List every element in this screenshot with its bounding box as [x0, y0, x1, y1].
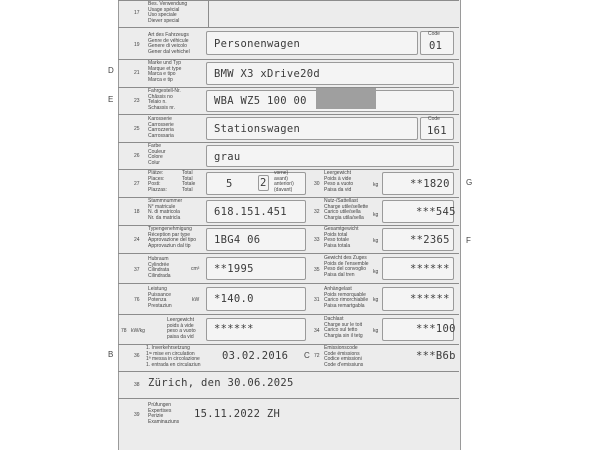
- train-weight-label: Gewicht des Zuges Poids de l'ensemble Peso del convoglio Paisa dal tren: [324, 255, 369, 278]
- side-marker-f: F: [466, 236, 471, 245]
- body-type-code: 161: [427, 125, 447, 137]
- matriculation-label: Stammnummer N° matricule N. di matricola Nr. da matricla: [148, 198, 183, 221]
- row-body-type: [118, 114, 459, 142]
- type-approval-value: 1BG4 06: [214, 234, 261, 246]
- seats-value: 5: [226, 178, 233, 190]
- kg-unit: kg: [373, 182, 379, 188]
- row-chassis-number: [118, 87, 459, 114]
- divider: [208, 0, 209, 27]
- row-power-weight-roof-load: [118, 314, 459, 344]
- place-date-value: Zürich, den 30.06.2025: [148, 377, 294, 389]
- row-special-usage: [118, 0, 459, 27]
- seats-label: Plätze: Places: Posti: Plazzas:: [148, 170, 167, 193]
- body-type-value: Stationswagen: [214, 123, 301, 135]
- field-number-27: 27: [134, 181, 140, 187]
- kg-unit: kg: [373, 297, 379, 303]
- power-weight-label: Leergewicht poids à vide peso a vuoto paisa da vid: [167, 317, 196, 340]
- power-weight-value: ******: [214, 323, 254, 335]
- code-label: Code: [428, 31, 440, 37]
- field-number-26: 26: [134, 153, 140, 159]
- row-seats-empty-weight: [118, 169, 459, 197]
- row-inspections: [118, 398, 459, 438]
- field-number-34: 34: [314, 328, 320, 334]
- field-number-33: 33: [314, 237, 320, 243]
- side-marker-d: D: [108, 66, 114, 75]
- row-make-type: [118, 59, 459, 87]
- field-number-24: 24: [134, 237, 140, 243]
- row-place-date: [118, 371, 459, 398]
- field-number-19: 19: [134, 42, 140, 48]
- displacement-label: Hubraum Cylindrée Cilindrata Cilindrada: [148, 256, 171, 279]
- vehicle-kind-label: Art des Fahrzeugs Genre de véhicule Genere di veicolo Gener dal vehichel: [148, 32, 190, 55]
- kg-unit: kg: [373, 238, 379, 244]
- inspections-label: Prüfungen Expertises Perizie Examinaziuns: [148, 402, 180, 425]
- chassis-label: Fahrgestell-Nr. Châssis no Telaio n. Schassis nr.: [148, 88, 181, 111]
- field-number-39: 39: [134, 412, 140, 418]
- color-value: grau: [214, 151, 241, 163]
- side-marker-e: E: [108, 95, 114, 104]
- field-number-25: 25: [134, 126, 140, 132]
- field-number-23: 23: [134, 98, 140, 104]
- color-label: Farbe Couleur Colore Colur: [148, 143, 166, 166]
- color-box: [206, 145, 454, 167]
- field-number-17: 17: [134, 10, 140, 16]
- body-type-label: Karosserie Carrosserie Carrozzeria Carrossaria: [148, 116, 174, 139]
- row-displacement-train-weight: [118, 253, 459, 283]
- empty-weight-label: Leergewicht Poids à vide Peso a vuoto Paisa da vid: [324, 170, 354, 193]
- payload-label: Nutz-/Sattellast Charge utile/sellette Carico utile/sella Chargia utila/sella: [324, 198, 369, 221]
- vehicle-kind-value: Personenwagen: [214, 38, 301, 50]
- kg-unit: kg: [373, 269, 379, 275]
- vehicle-kind-code: 01: [429, 40, 443, 52]
- field-number-37: 37: [134, 267, 140, 273]
- roof-load-label: Dachlast Charge sur le toit Carico sul tetto Chargia sin il tetg: [324, 316, 363, 339]
- field-number-32: 32: [314, 209, 320, 215]
- side-marker-b: B: [108, 350, 114, 359]
- row-first-registration-emissions: [118, 344, 459, 371]
- cm3-unit: cm³: [191, 266, 200, 272]
- row-type-approval-total-weight: [118, 225, 459, 253]
- first-registration-value: 03.02.2016: [222, 350, 289, 362]
- field-number-31: 31: [314, 297, 320, 303]
- seats-total-label: Total Total Totale Total: [182, 170, 196, 193]
- field-number-36: 36: [134, 353, 140, 359]
- row-matriculation-payload: [118, 197, 459, 225]
- make-type-label: Marke und Typ Marque et type Marca e tipo Marca e tip: [148, 60, 182, 83]
- total-weight-value: **2365: [410, 234, 450, 246]
- emissions-value: ***B6b: [416, 350, 456, 362]
- row-color: [118, 142, 459, 169]
- kg-unit: kg: [373, 328, 379, 334]
- row-power-towing: [118, 283, 459, 314]
- payload-value: ***545: [416, 206, 456, 218]
- emissions-label: Emissionscode Code émissions Codice emissioni Code d'emissiuns: [324, 345, 364, 368]
- field-number-30: 30: [314, 181, 320, 187]
- redaction-block: [316, 88, 376, 109]
- displacement-value: **1995: [214, 263, 254, 275]
- side-marker-g: G: [466, 178, 473, 187]
- field-number-35: 35: [314, 267, 320, 273]
- kg-unit: kg: [373, 212, 379, 218]
- first-registration-label: 1. Inverkehrsetzung 1ʳᵉ mise en circulation 1ª messa in circolazione 1. entrada en circulaziun: [146, 345, 201, 368]
- make-type-value: BMW X3 xDrive20d: [214, 68, 320, 80]
- field-number-38: 38: [134, 382, 140, 388]
- row-vehicle-kind: [118, 27, 459, 59]
- kw-unit: kW: [192, 297, 200, 303]
- roof-load-value: ***100: [416, 323, 456, 335]
- power-label: Leistung Puissance Potenza Prestaziun: [148, 286, 172, 309]
- front-seats-label: vorne) avant) anteriori) (davant): [274, 170, 294, 193]
- field-number-21: 21: [134, 70, 140, 76]
- field-number-72: 72: [314, 353, 320, 359]
- code-label: Code: [428, 116, 440, 122]
- field-number-76: 76: [134, 297, 140, 303]
- side-marker-c: C: [304, 351, 310, 360]
- towing-value: ******: [410, 293, 450, 305]
- type-approval-label: Typengenehmigung Réception par type Approvazione del tipo Approvaziun dal tip: [148, 226, 197, 249]
- power-value: *140.0: [214, 293, 254, 305]
- chassis-value: WBA WZ5 100 00: [214, 95, 307, 107]
- field-number-18: 18: [134, 209, 140, 215]
- total-weight-label: Gesamtgewicht Poids total Peso totale Paisa totala: [324, 226, 359, 249]
- field-number-78: 78: [121, 328, 127, 334]
- special-usage-label: Bes. Verwendung Usage spécial Uso speciale Diever special: [148, 1, 188, 24]
- front-seats-value: 2: [260, 177, 267, 189]
- matriculation-value: 618.151.451: [214, 206, 287, 218]
- inspections-value: 15.11.2022 ZH: [194, 408, 281, 420]
- empty-weight-value: **1820: [410, 178, 450, 190]
- train-weight-value: ******: [410, 263, 450, 275]
- towing-label: Anhängelast Poids remorquable Carico rimorchiabile Paisa remartgabla: [324, 286, 369, 309]
- power-weight-unit: kW/kg: [131, 328, 145, 334]
